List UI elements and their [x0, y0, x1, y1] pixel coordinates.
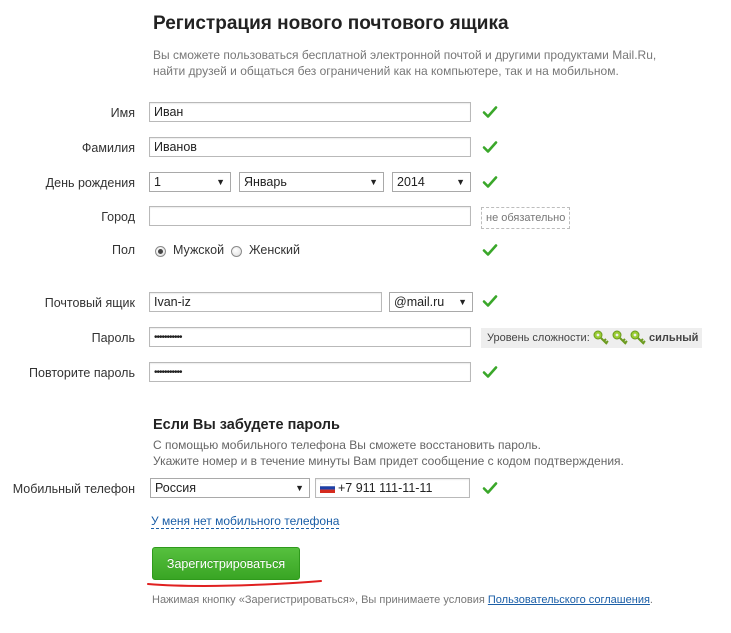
check-icon	[482, 174, 498, 190]
birthday-year-select[interactable]: 2014 ▼	[392, 172, 471, 192]
page-title: Регистрация нового почтового ящика	[153, 13, 509, 34]
password-strength-indicator: Уровень сложности: сильный	[481, 328, 702, 348]
key-icon	[612, 330, 628, 346]
password-repeat-input[interactable]: •••••••••••	[149, 362, 471, 382]
phone-input[interactable]: +7 911 111-11-11	[315, 478, 470, 498]
no-phone-link[interactable]: У меня нет мобильного телефона	[151, 514, 340, 528]
password-input[interactable]: •••••••••••	[149, 327, 471, 347]
dropdown-arrow-icon: ▼	[369, 177, 378, 187]
gender-male-label[interactable]: Мужской	[173, 243, 225, 257]
russia-flag-icon	[320, 483, 335, 493]
red-underline-annotation	[145, 576, 325, 590]
mailbox-input[interactable]: Ivan-iz	[149, 292, 382, 312]
recovery-description: С помощью мобильного телефона Вы сможете восстановить пароль. Укажите номер и в течение минуты Вам придет сообщение с кодом подтверждения.	[153, 438, 624, 468]
optional-hint: не обязательно	[481, 207, 570, 229]
check-icon	[482, 104, 498, 120]
birthday-label: День рождения	[45, 176, 135, 190]
mailbox-label: Почтовый ящик	[44, 296, 135, 310]
last-name-label: Фамилия	[81, 141, 135, 155]
country-select[interactable]: Россия ▼	[150, 478, 310, 498]
last-name-input[interactable]: Иванов	[149, 137, 471, 157]
dropdown-arrow-icon: ▼	[216, 177, 225, 187]
mail-domain-select[interactable]: @mail.ru ▼	[389, 292, 473, 312]
city-input[interactable]	[149, 206, 471, 226]
gender-label: Пол	[112, 243, 135, 257]
key-icon	[630, 330, 646, 346]
recovery-section-title: Если Вы забудете пароль	[153, 417, 340, 433]
first-name-label: Имя	[110, 106, 135, 120]
register-button[interactable]: Зарегистрироваться	[152, 547, 300, 580]
gender-female-radio[interactable]	[231, 246, 242, 257]
password-label: Пароль	[91, 331, 135, 345]
key-icon	[593, 330, 609, 346]
password-repeat-label: Повторите пароль	[29, 366, 135, 380]
check-icon	[482, 293, 498, 309]
page-description: Вы сможете пользоваться бесплатной электронной почтой и другими продуктами Mail.Ru, найти друзей и общаться без ограничений как на компьютере, так и на мобильном.	[153, 48, 657, 78]
check-icon	[482, 480, 498, 496]
terms-text: Нажимая кнопку «Зарегистрироваться», Вы принимаете условия Пользовательского соглашения.	[152, 594, 653, 606]
city-label: Город	[101, 210, 135, 224]
password-strength-value: сильный	[649, 332, 699, 344]
birthday-month-select[interactable]: Январь ▼	[239, 172, 384, 192]
gender-female-label[interactable]: Женский	[249, 243, 300, 257]
check-icon	[482, 139, 498, 155]
gender-male-radio[interactable]	[155, 246, 166, 257]
no-phone-link-wrapper	[151, 514, 339, 528]
check-icon	[482, 364, 498, 380]
dropdown-arrow-icon: ▼	[295, 483, 304, 493]
first-name-input[interactable]: Иван	[149, 102, 471, 122]
birthday-day-select[interactable]: 1 ▼	[149, 172, 231, 192]
check-icon	[482, 242, 498, 258]
phone-label: Мобильный телефон	[12, 482, 135, 496]
terms-link[interactable]: Пользовательского соглашения	[487, 594, 650, 606]
dropdown-arrow-icon: ▼	[456, 177, 465, 187]
dropdown-arrow-icon: ▼	[458, 297, 467, 307]
